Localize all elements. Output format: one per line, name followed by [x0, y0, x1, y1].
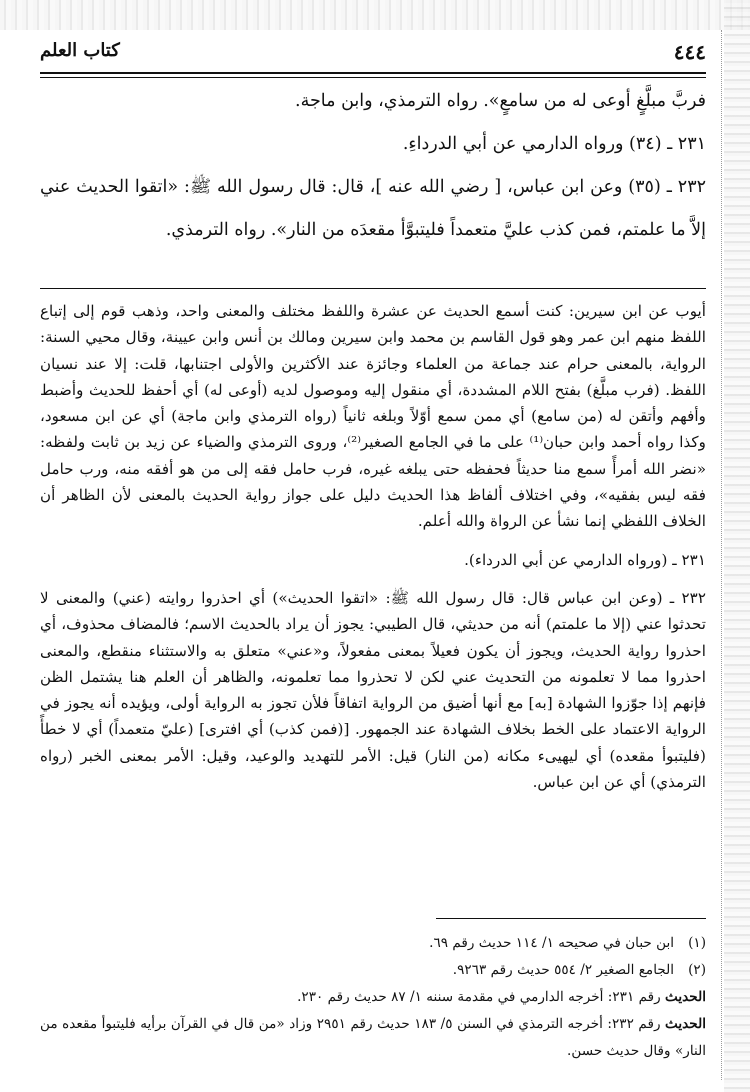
- commentary-paragraph-1: أيوب عن ابن سيرين: كنت أسمع الحديث عن عشرة واللفظ مختلف والمعنى واحد، وذهب قوم إلى إتباع اللفظ منهم ابن عمر وهو قول القاسم بن محمد وابن سيرين ومالك بن أنس وابن عيينة، وقال محيي السنة: الرواية، بالمعنى حرام عند جماعة من العلماء وجائزة عند الأكثرين والأولى اجتنابها، قلت: إلا عند نسيان اللفظ. (فرب مبلَّغ) بفتح اللام المشددة، أي منقول إليه وموصول لديه (أوعى له) أي أحفظ للحديث وأضبط وأفهم وأتقن له (من سامع) أي ممن سمع أوّلاً وبلغه ثانياً (رواه الترمذي وابن ماجة) أي عن ابن مسعود، وكذا رواه أحمد وابن حبان⁽¹⁾ على ما في الجامع الصغير⁽²⁾، وروى الترمذي والضياء عن زيد بن ثابت ولفظه: «نضر الله أمرأً سمع منا حديثاً فحفظه حتى يبلغه غيره، فرب حامل فقه إلى من هو أفقه منه، ورب حامل فقه ليس بفقيه»، وفي اختلاف ألفاظ هذا الحديث دليل على جواز رواية الحديث بالمعنى لأن الظاهر أن الخلاف اللفظي إنما نشأ عن الرواة والله أعلم.: [40, 302, 706, 531]
- source-label: الحديث: [665, 1016, 706, 1032]
- hadith-continuation: فربَّ مبلَّغٍ أوعى له من سامعٍ». رواه الترمذي، وابن ماجة.: [295, 91, 706, 111]
- page-header: [40, 36, 706, 70]
- footnote-text: ابن حبان في صحيحه ١/ ١١٤ حديث رقم ٦٩.: [429, 935, 675, 951]
- hadith-232: ٢٣٢ ـ (٣٥) وعن ابن عباس، [ رضي الله عنه ]، قال: قال رسول الله ﷺ: «اتقوا الحديث عني إلاَّ ما علمتم، فمن كذب عليَّ متعمداً فليتبوَّأ مقعدَه من النار». رواه الترمذي.: [40, 177, 706, 240]
- footnote-item: [40, 957, 706, 984]
- commentary-section: [40, 298, 706, 795]
- section-divider: [40, 288, 706, 289]
- commentary-paragraph-232: ٢٣٢ ـ (وعن ابن عباس قال: قال رسول الله ﷺ: «اتقوا الحديث») أي احذروا روايته (عني) والمعنى لا تحدثوا عني (إلا ما علمتم) أنه من حديثي، قال الطيبي: يجوز أن يراد بالحديث الاسم؛ فالمضاف محذوف، أي احذروا رواية الحديث، ويجوز أن يكون فعيلاً بمعنى مفعولاً، و«عني» متعلق به والاستثناء منقطع، والمعنى احذروا مما لا تعلمونه من التحديث عني لكن لا تحذروا مما تعلمونه، والظاهر أن العلم هنا يشتمل الظن فإنهم إذا جوّزوا الشهادة [به] مع أنها أضيق من الرواية اتفاقاً فلأن تجوز به الرواية أولى، ويؤيده أنه يجوز في الرواية الاعتماد على الخط بخلاف الشهادة عند الجمهور. [(فمن كذب) أي افترى] (عليّ متعمداً) أي لا خطأً (فليتبوأ مقعده) أي ليهيىء مكانه (من النار) قيل: الأمر للتهديد والوعيد، وقيل: الأمر بمعنى الخبر (رواه الترمذي) أي عن ابن عباس.: [40, 588, 706, 792]
- footnote-rule: [436, 918, 706, 919]
- footnote-text: الجامع الصغير ٢/ ٥٥٤ حديث رقم ٩٢٦٣.: [452, 962, 675, 978]
- header-rule: [40, 72, 706, 78]
- binding-line: [721, 30, 722, 1080]
- source-label: الحديث: [665, 989, 706, 1005]
- footnote-number: (٢): [688, 962, 706, 978]
- footnote-item: [40, 930, 706, 957]
- hadith-231: ٢٣١ ـ (٣٤) ورواه الدارمي عن أبي الدرداءِ.: [402, 134, 706, 154]
- footnote-number: (١): [688, 935, 706, 951]
- source-note: [40, 984, 706, 1011]
- source-text: رقم ٢٣١: أخرجه الدارمي في مقدمة سننه ١/ ٨٧ حديث رقم ٢٣٠.: [297, 989, 661, 1005]
- book-title: كتاب العلم: [40, 40, 120, 61]
- page-number: ٤٤٤: [673, 40, 706, 64]
- source-note: [40, 1011, 706, 1065]
- hadith-section: [40, 80, 706, 252]
- scan-edge-top: [0, 0, 750, 30]
- commentary-paragraph-231: ٢٣١ ـ (ورواه الدارمي عن أبي الدرداء).: [464, 550, 706, 569]
- scan-edge-right: [724, 0, 750, 1092]
- footnotes: [40, 930, 706, 1065]
- source-text: رقم ٢٣٢: أخرجه الترمذي في السنن ٥/ ١٨٣ حديث رقم ٢٩٥١ وزاد «من قال في القرآن برأيه فليتبوأ مقعده من النار» وقال حديث حسن.: [40, 1016, 706, 1059]
